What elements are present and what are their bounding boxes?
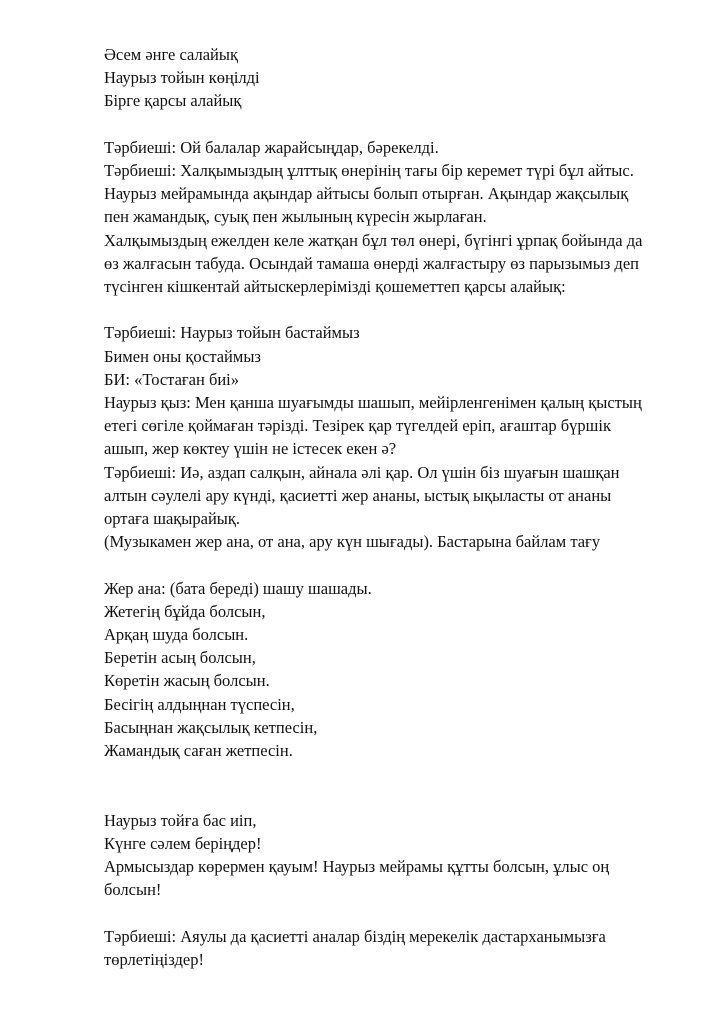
text-line: (Музыкамен жер ана, от ана, ару күн шығады). Бастарына байлам тағу [104, 532, 601, 552]
text-line: Көретін жасың болсын. [104, 671, 270, 691]
text-line: Жер ана: (бата береді) шашу шашады. [104, 578, 372, 598]
text-line: ортаға шақырайық. [104, 509, 240, 529]
text-line: пен жамандық, суық пен жылының күресін жырлаған. [104, 207, 487, 227]
text-line: Наурыз мейрамында ақындар айтысы болып отырған. Ақындар жақсылық [104, 184, 629, 204]
text-line: Тәрбиеші: Ой балалар жарайсыңдар, бәрекелді. [104, 137, 439, 157]
text-line: Күнге сәлем беріңдер! [104, 833, 262, 853]
text-line: Әсем әнге салайық [104, 45, 238, 64]
text-line: Бесігің алдыңнан түспесін, [104, 694, 295, 714]
section-dance [104, 321, 664, 553]
text-line: Беретін асың болсын, [104, 648, 256, 668]
text-line: Бимен оны қостаймыз [104, 346, 261, 366]
text-line: Тәрбиеші: Аяулы да қасиетті аналар біздің мерекелік дастарханымызға [104, 926, 606, 946]
text-line: етегі сөгіле қоймаған тәрізді. Тезірек қар түгелдей еріп, ағаштар бүршік [104, 416, 611, 436]
section-greeting [104, 809, 664, 902]
text-line: Тәрбиеші: Иә, аздап салқын, айнала әлі қар. Ол үшін біз шуағын шашқан [104, 462, 620, 482]
text-line: БИ: «Тостаған биі» [104, 369, 240, 389]
song-intro [104, 43, 664, 113]
text-line: Тәрбиеші: Халқымыздың ұлттық өнерінің тағы бір керемет түрі бұл айтыс. [104, 161, 634, 180]
spacer [104, 785, 664, 808]
text-line: Наурыз қыз: Мен қанша шуағымды шашып, мейірленгенімен қалың қыстың [104, 393, 642, 413]
text-line: ашып, жер көктеу үшін не істесек екен ә? [104, 439, 397, 459]
text-line: Бірге қарсы алайық [104, 91, 242, 111]
document-body [104, 43, 664, 994]
text-line: Арқаң шуда болсын. [104, 625, 249, 645]
text-line: алтын сәулелі ару күнді, қасиетті жер ананы, ыстық ықыласты от ананы [104, 485, 612, 505]
text-line: Наурыз тойын көңілді [104, 68, 260, 88]
text-line: Армысыздар көрермен қауым! Наурыз мейрамы құтты болсын, ұлыс оң [104, 857, 610, 877]
text-line: төрлетіңіздер! [104, 949, 204, 969]
text-line: түсінген кішкентай айтыскерлерімізді қошеметтеп қарсы алайық: [104, 277, 566, 297]
text-line: өз жалғасын табуда. Осындай тамаша өнерді жалғастыру өз парызымыз деп [104, 253, 639, 273]
text-line: Наурыз тойға бас иіп, [104, 810, 257, 830]
section-blessing [104, 577, 664, 763]
text-line: Жетегің бұйда болсын, [104, 601, 266, 621]
text-line: болсын! [104, 880, 162, 900]
text-line: Басыңнан жақсылық кетпесін, [104, 717, 318, 737]
text-line: Жамандық саған жетпесін. [104, 741, 293, 761]
text-line: Тәрбиеші: Наурыз тойын бастаймыз [104, 323, 360, 343]
section-closing [104, 925, 664, 971]
section-aitys [104, 136, 664, 298]
text-line: Халқымыздың ежелден келе жатқан бұл төл өнері, бүгінгі ұрпақ бойында да [104, 230, 643, 250]
